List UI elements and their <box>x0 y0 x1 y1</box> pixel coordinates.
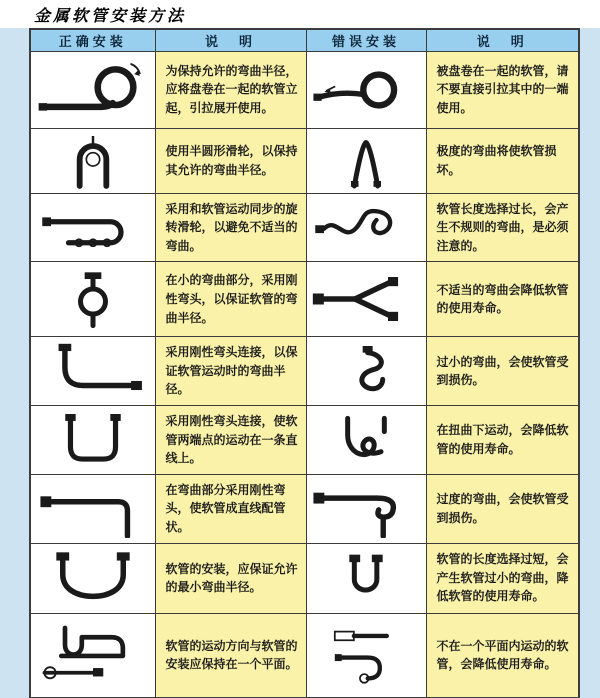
table-row <box>30 543 579 613</box>
header-row <box>30 29 579 51</box>
correct-description: 采用刚性弯头连接，以保证软管运动时的弯曲半径。 <box>155 337 306 406</box>
elbow-straight-pipe-hose-icon <box>36 480 150 538</box>
table-row <box>30 337 579 406</box>
wrong-image-cell <box>306 51 426 128</box>
rotating-pulley-chain-icon <box>36 199 150 255</box>
too-small-bend-hose-icon <box>316 342 416 400</box>
correct-image-cell <box>30 613 155 698</box>
wrong-description: 软管的长度选择过短，会产生软管过小的弯曲，降低软管的使用寿命。 <box>426 543 579 613</box>
correct-description: 在小的弯曲部分，采用刚性弯头，以保证软管的弯曲半径。 <box>155 262 306 337</box>
page-title: 金属软管安装方法 <box>34 6 187 25</box>
wrong-description: 在扭曲下运动，会降低软管的使用寿命。 <box>426 406 579 475</box>
header-correct-install: 正确安装 <box>30 29 155 51</box>
header-wrong-description: 说 明 <box>426 29 579 51</box>
correct-image-cell <box>30 193 155 262</box>
wrong-image-cell <box>306 262 426 337</box>
wrong-image-cell <box>306 193 426 262</box>
rigid-elbow-loop-hose-icon <box>43 266 143 332</box>
correct-image-cell <box>30 543 155 613</box>
correct-image-cell <box>30 337 155 406</box>
installation-table <box>29 28 580 698</box>
overbent-corner-hose-icon <box>311 480 421 538</box>
correct-image-cell <box>30 406 155 475</box>
header-wrong-install: 错误安装 <box>306 29 426 51</box>
twisted-hose-icon <box>316 411 416 469</box>
wrong-image-cell <box>306 543 426 613</box>
correct-image-cell <box>30 51 155 128</box>
correct-description: 软管的运动方向与软管的安装应保持在一个平面。 <box>155 613 306 698</box>
table-row <box>30 474 579 543</box>
wrong-image-cell <box>306 474 426 543</box>
extreme-bend-hose-icon <box>316 133 416 189</box>
standing-coil-hose-icon <box>36 60 150 120</box>
correct-description: 在弯曲部分采用刚性弯头，使软管成直线配管状。 <box>155 474 306 543</box>
rigid-elbow-curve-hose-icon <box>36 342 150 400</box>
table-row <box>30 262 579 337</box>
wrong-description: 过小的弯曲，会使软管受到损伤。 <box>426 337 579 406</box>
wrong-description: 过度的弯曲，会使软管受到损伤。 <box>426 474 579 543</box>
semicircular-pulley-hose-icon <box>43 133 143 189</box>
correct-description: 使用半圆形滑轮，以保持其允许的弯曲半径。 <box>155 128 306 193</box>
pulled-coil-hose-icon <box>311 61 421 119</box>
wrong-description: 不适当的弯曲会降低软管的使用寿命。 <box>426 262 579 337</box>
table-row <box>30 406 579 475</box>
too-short-hose-icon <box>316 550 416 606</box>
same-plane-motion-hose-icon <box>37 623 149 687</box>
correct-description: 软管的安装，应保证允许的最小弯曲半径。 <box>155 543 306 613</box>
wrong-image-cell <box>306 128 426 193</box>
wrong-image-cell <box>306 613 426 698</box>
table-row <box>30 613 579 698</box>
correct-description: 采用刚性弯头连接，使软管两端点的运动在一条直线上。 <box>155 406 306 475</box>
table-row <box>30 193 579 262</box>
wrong-description: 极度的弯曲将使软管损坏。 <box>426 128 579 193</box>
wrong-description: 不在一个平面内运动的软管，会降低使用寿命。 <box>426 613 579 698</box>
out-of-plane-hose-icon <box>314 623 418 687</box>
rigid-elbow-straightline-hose-icon <box>41 411 145 469</box>
wrong-description: 被盘卷在一起的软管，请不要直接引拉其中的一端使用。 <box>426 51 579 128</box>
correct-image-cell <box>30 262 155 337</box>
table-row <box>30 128 579 193</box>
wrong-image-cell <box>306 406 426 475</box>
correct-image-cell <box>30 474 155 543</box>
improper-bend-hose-icon <box>311 269 421 329</box>
correct-description: 采用和软管运动同步的旋转滑轮，以避免不适当的弯曲。 <box>155 193 306 262</box>
minimum-bend-radius-hose-icon <box>38 548 148 608</box>
correct-description: 为保持允许的弯曲半径，应将盘卷在一起的软管立起，引拉展开使用。 <box>155 51 306 128</box>
header-correct-description: 说 明 <box>155 29 306 51</box>
correct-image-cell <box>30 128 155 193</box>
table-row <box>30 51 579 128</box>
wrong-description: 软管长度选择过长，会产生不规则的弯曲，是必须注意的。 <box>426 193 579 262</box>
wrong-image-cell <box>306 337 426 406</box>
overlong-irregular-bend-hose-icon <box>311 199 421 255</box>
